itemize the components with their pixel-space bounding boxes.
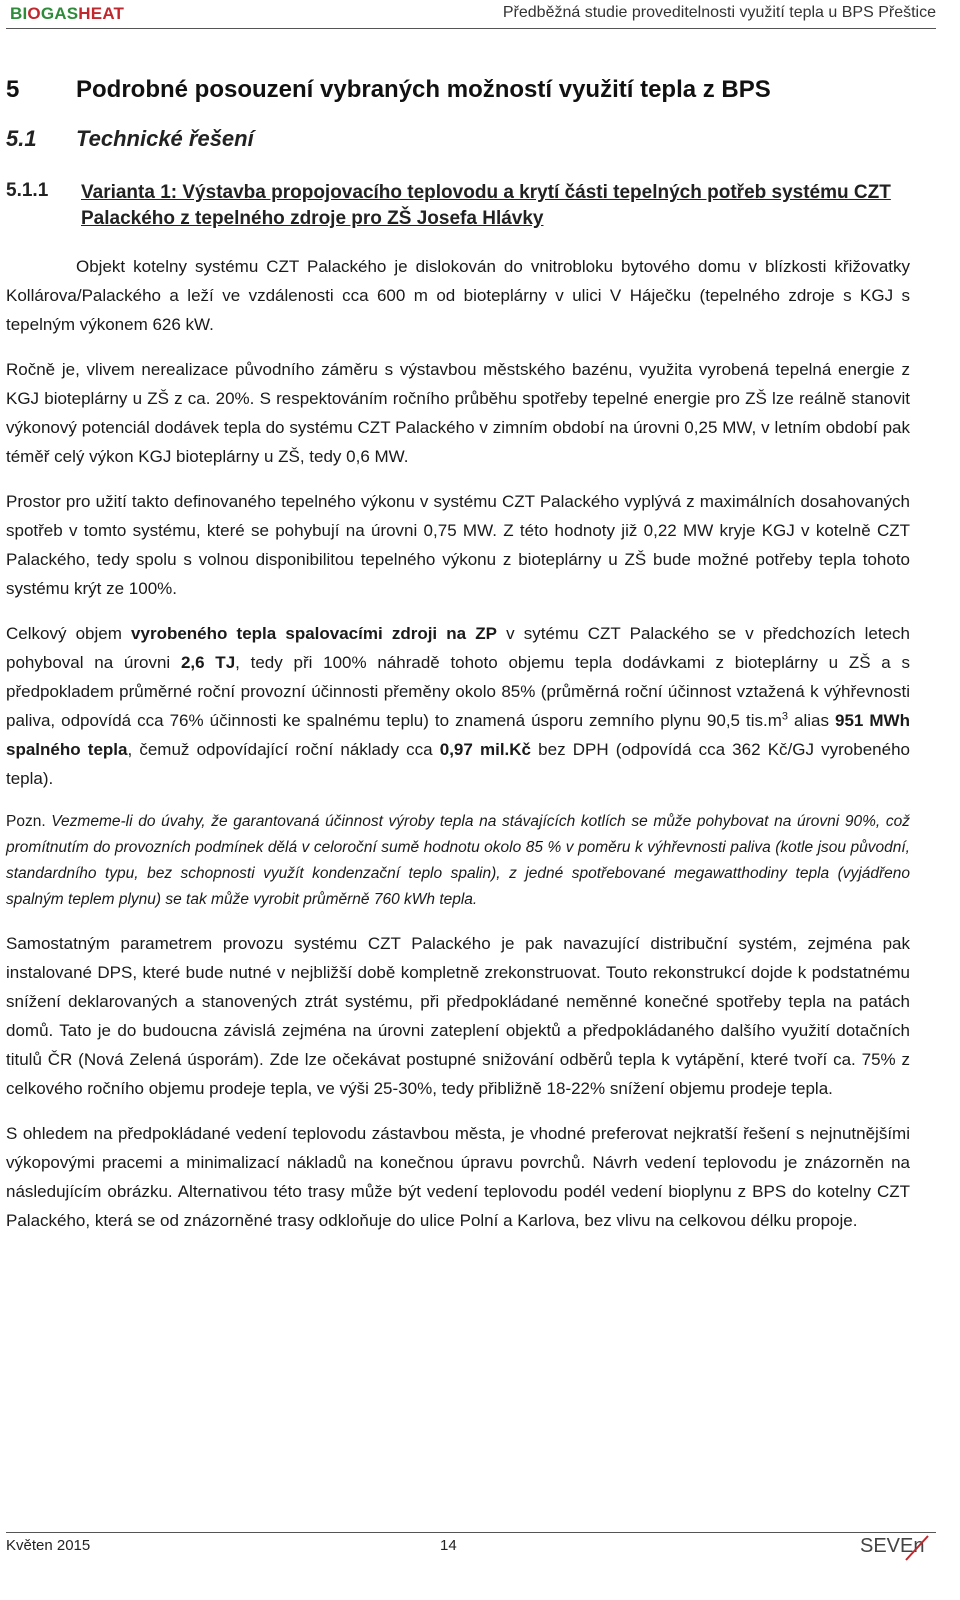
seven-logo-text: SEVEn [860,1535,925,1557]
header-title: Předběžná studie proveditelnosti využití tepla u BPS Přeštice [502,4,936,21]
paragraph-savings: Celkový objem vyrobeného tepla spalovacími zdroji na ZP v sytému CZT Palackého se v předchozích letech pohyboval na úrovni 2,6 TJ, tedy při 100% náhradě tohoto objemu tepla dodávkami z bioteplárny u ZŠ a s předpokladem průměrné roční provozní účinnosti přeměny okolo 85% (průměrná roční účinnost vztažená k výhřevnosti paliva, odpovídá cca 76% účinnosti ke spalnému teplu) to znamená úsporu zemního plynu 90,5 $tis.m^3$ alias 951 MWh spalného tepla, čemuž odpovídající roční náklady cca 0,97 mil.Kč bez DPH (odpovídá cca 362 Kč/GJ vyrobeného tepla). [6,624,910,788]
document-body [6,252,910,1251]
page-number: 14 [440,1537,457,1554]
subsection-title: Varianta 1: Výstavba propojovacího teplovodu a krytí části tepelných potřeb systému CZT Palackého z tepelného zdroje pro ZŠ Josefa Hlávky [81,182,891,229]
paragraph-route: S ohledem na předpokládané vedení teplovodu zástavbou města, je vhodné preferovat nejkratší řešení s nejnutnějšími výkopovými pracemi a minimalizací nákladů na konečnou úpravu povrchů. Návrh vedení teplovodu je znázorněn na následujícím obrázku. Alternativou této trasy může být vedení teplovodu podél vedení bioplynu z BPS do kotelny CZT Palackého, která se od znázorněné trasy odkloňuje do ulice Polní a Karlova, bez vlivu na celkovou délku propoje. [6,1124,910,1230]
section-number: 5.1 [6,126,37,151]
paragraph-note: Pozn. Vezmeme-li do úvahy, že garantovaná účinnost výroby tepla na stávajících kotlích se může pohybovat na úrovni 90%, což promítnutím do provozních podmínek dělá v celoroční sumě hodnotu okolo 85 % v poměru k výhřevnosti paliva (kotle jsou původní, standardního typu, bez schopnosti využít kondenzační teplo spalin), z jedné spotřebované megawatthodiny tepla (vyjádřeno spalným teplem plynu) se tak může vyrobit průměrně 760 kWh tepla. [6,813,910,908]
paragraph-capacity: Prostor pro užití takto definovaného tepelného výkonu v systému CZT Palackého vyplývá z maximálních dosahovaných spotřeb v tomto systému, které se pohybují na úrovni 0,75 MW. Z této hodnoty již 0,22 MW kryje KGJ v kotelně CZT Palackého, tedy spolu s volnou disponibilitou tepelného výkonu z bioteplárny u ZŠ bude možné potřeby tepla tohoto systému krýt ze 100%. [6,492,910,598]
footer-date: Květen 2015 [6,1537,91,1554]
page-header [6,0,936,28]
biogasheat-logo: BIOGASHEAT [10,4,125,23]
footer-divider [6,1532,936,1533]
subsection-number: 5.1.1 [6,180,49,201]
chapter-title: Podrobné posouzení vybraných možností využití tepla z BPS [76,76,771,103]
paragraph-location: Objekt kotelny systému CZT Palackého je dislokován do vnitrobloku bytového domu v blízkosti křižovatky Kollárova/Palackého a leží ve vzdálenosti cca 600 m od bioteplárny v ulici V Háječku (tepelného zdroje s KGJ s tepelným výkonem 626 kW. [6,257,910,334]
paragraph-utilization: Ročně je, vlivem nerealizace původního záměru s výstavbou městského bazénu, využita vyrobená tepelná energie z KGJ bioteplárny u ZŠ z ca. 20%. S respektováním ročního průběhu spotřeby tepelné energie pro ZŠ lze reálně stanovit výkonový potenciál dodávek tepla do systému CZT Palackého v zimním období na úrovni 0,25 MW, v letním období pak téměř celý výkon KGJ bioteplárny u ZŠ, tedy 0,6 MW. [6,360,910,466]
paragraph-distribution: Samostatným parametrem provozu systému CZT Palackého je pak navazující distribuční systém, zejména pak instalované DPS, které bude nutné v nejbližší době kompletně zrekonstruovat. Touto rekonstrukcí dojde k podstatnému snížení deklarovaných a stanovených ztrát systému, při předpokládané neměnné konečné spotřeby tepla na patách domů. Tato je do budoucna závislá zejména na úrovni zateplení objektů a předpokládaného dalšího využití dotačních titulů ČR (Nová Zelená úsporám). Zde lze očekávat postupné snižování odběrů tepla k vytápění, které tvoří ca. 75% z celkového ročního objemu prodeje tepla, ve výši 25-30%, tedy přibližně 18-22% snížení objemu prodeje tepla. [6,934,910,1098]
seven-logo [858,1530,934,1566]
chapter-heading [6,76,771,104]
chapter-number: 5 [6,76,20,103]
section-heading [6,126,254,152]
section-title: Technické řešení [76,126,254,151]
header-divider [6,28,936,29]
